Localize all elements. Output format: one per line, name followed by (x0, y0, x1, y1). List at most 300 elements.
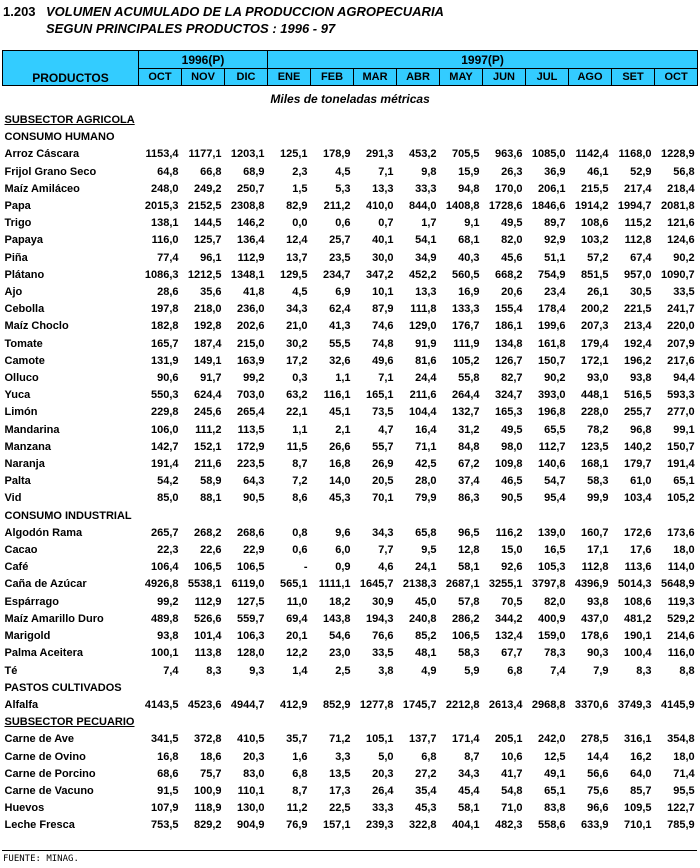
value-cell: 119,3 (667, 595, 695, 608)
table-row (3, 817, 698, 834)
section-label (3, 508, 698, 525)
value-cell: 250,7 (236, 182, 265, 195)
value-cell: 45,6 (501, 251, 523, 264)
value-cell: 71,2 (329, 733, 351, 746)
value-cell: 49,6 (372, 354, 394, 367)
value-cell: 96,1 (200, 251, 222, 264)
value-cell: 14,4 (587, 750, 609, 763)
value-cell: 127,5 (236, 595, 265, 608)
value-cell: 33,5 (372, 647, 394, 660)
value-cell: 16,8 (157, 750, 179, 763)
value-cell: 27,2 (415, 767, 437, 780)
table-row (3, 731, 698, 748)
value-cell: 1914,2 (574, 200, 609, 213)
value-cell: 242,0 (537, 733, 566, 746)
table-row (3, 422, 698, 439)
value-cell: 75,6 (587, 784, 609, 797)
value-cell: 33,5 (673, 286, 695, 299)
section-label (3, 112, 698, 129)
value-cell: 1085,0 (531, 148, 566, 161)
value-cell: 70,5 (501, 595, 523, 608)
value-cell: 35,4 (415, 784, 437, 797)
value-cell: 54,6 (329, 630, 351, 643)
value-cell: 23,5 (329, 251, 351, 264)
value-cell: 214,6 (667, 630, 695, 643)
product-name: Ajo (4, 286, 23, 299)
month-header: JUL (526, 69, 569, 86)
value-cell: 68,1 (458, 234, 480, 247)
value-cell: 1994,7 (617, 200, 652, 213)
value-cell: 32,6 (329, 354, 351, 367)
value-cell: 90,6 (157, 372, 179, 385)
product-name: Arroz Cáscara (4, 148, 80, 161)
value-cell: 82,0 (501, 234, 523, 247)
value-cell: 41,7 (501, 767, 523, 780)
value-cell: 132,4 (494, 630, 523, 643)
value-cell: 3,8 (378, 664, 394, 677)
value-cell: 172,1 (580, 354, 609, 367)
value-cell: 17,3 (329, 784, 351, 797)
value-cell: 91,7 (200, 372, 222, 385)
section-row (3, 680, 698, 697)
value-cell: 624,4 (193, 389, 222, 402)
value-cell: 55,7 (372, 440, 394, 453)
value-cell: 160,7 (580, 526, 609, 539)
product-name: Plátano (4, 268, 45, 281)
value-cell: 128,0 (236, 647, 265, 660)
value-cell: 0,6 (335, 217, 351, 230)
value-cell: 82,0 (544, 595, 566, 608)
value-cell: 71,0 (501, 802, 523, 815)
value-cell: 705,5 (451, 148, 480, 161)
value-cell: 65,5 (544, 423, 566, 436)
value-cell: 90,5 (501, 492, 523, 505)
month-header: ABR (397, 69, 440, 86)
table-row (3, 663, 698, 680)
value-cell: 191,4 (667, 458, 695, 471)
product-name: Huevos (4, 802, 45, 815)
value-cell: 5,3 (335, 182, 351, 195)
value-cell: 110,1 (237, 784, 265, 797)
value-cell: 4926,8 (144, 578, 179, 591)
value-cell: 149,1 (193, 354, 222, 367)
value-cell: 347,2 (365, 268, 394, 281)
value-cell: 633,9 (580, 819, 609, 832)
value-cell: 550,3 (150, 389, 179, 402)
value-cell: 125,1 (279, 148, 308, 161)
value-cell: 17,1 (587, 544, 609, 557)
value-cell: 904,9 (236, 819, 265, 832)
value-cell: 92,9 (544, 234, 566, 247)
value-cell: 2138,3 (402, 578, 437, 591)
table-row (3, 473, 698, 490)
product-name: Papaya (4, 234, 44, 247)
value-cell: 213,4 (623, 320, 652, 333)
value-cell: 248,0 (150, 182, 179, 195)
value-cell: 4523,6 (187, 698, 222, 711)
value-cell: 22,3 (157, 544, 179, 557)
month-header: MAY (440, 69, 483, 86)
value-cell: 0,6 (292, 544, 308, 557)
product-name: Trigo (4, 217, 32, 230)
value-cell: 322,8 (408, 819, 437, 832)
product-name: Tomate (4, 337, 43, 350)
section-row (3, 129, 698, 146)
value-cell: 668,2 (494, 268, 523, 281)
value-cell: 265,7 (150, 526, 179, 539)
value-cell: 118,9 (194, 802, 222, 815)
value-cell: 116,0 (667, 647, 695, 660)
value-cell: 98,0 (501, 440, 523, 453)
value-cell: 179,4 (580, 337, 609, 350)
value-cell: 155,4 (494, 303, 523, 316)
value-cell: 129,0 (408, 320, 437, 333)
value-cell: 10,1 (372, 286, 394, 299)
value-cell: 30,0 (372, 251, 394, 264)
value-cell: 829,2 (193, 819, 222, 832)
value-cell: 2613,4 (488, 698, 523, 711)
value-cell: 196,8 (537, 406, 566, 419)
value-cell: 0,8 (292, 526, 308, 539)
units-label: Miles de toneladas métricas (270, 92, 430, 106)
value-cell: 207,9 (667, 337, 695, 350)
value-cell: 4145,9 (660, 698, 695, 711)
value-cell: 105,3 (537, 561, 566, 574)
value-cell: 139,0 (537, 526, 566, 539)
value-cell: 150,7 (537, 354, 566, 367)
value-cell: 30,5 (630, 286, 652, 299)
month-header: SET (612, 69, 655, 86)
value-cell: 96,8 (630, 423, 652, 436)
value-cell: 146,2 (236, 217, 265, 230)
value-cell: 63,2 (286, 389, 308, 402)
value-cell: 6119,0 (231, 578, 265, 591)
value-cell: 20,5 (372, 475, 394, 488)
value-cell: 2152,5 (187, 200, 222, 213)
value-cell: 101,4 (193, 630, 222, 643)
value-cell: 229,8 (150, 406, 179, 419)
value-cell: 13,3 (372, 182, 394, 195)
value-cell: 239,3 (365, 819, 394, 832)
value-cell: 170,0 (494, 182, 523, 195)
value-cell: 16,8 (329, 458, 351, 471)
value-cell: 6,0 (335, 544, 351, 557)
value-cell: 1348,1 (230, 268, 265, 281)
value-cell: 187,4 (193, 337, 222, 350)
product-name: Olluco (4, 372, 39, 385)
product-name: Té (4, 664, 18, 677)
product-name: Maíz Amiláceo (4, 182, 80, 195)
value-cell: 1142,4 (575, 148, 609, 161)
table-row (3, 267, 698, 284)
table-row (3, 749, 698, 766)
value-cell: 99,2 (243, 372, 265, 385)
value-cell: 1203,1 (230, 148, 265, 161)
value-cell: 111,2 (195, 423, 222, 436)
value-cell: 45,4 (458, 784, 480, 797)
value-cell: 165,1 (365, 389, 394, 402)
value-cell: 112,9 (194, 595, 222, 608)
value-cell: 40,3 (458, 251, 480, 264)
table-row (3, 301, 698, 318)
value-cell: 3370,6 (574, 698, 609, 711)
value-cell: 192,4 (623, 337, 652, 350)
value-cell: 54,1 (415, 234, 437, 247)
value-cell: 182,8 (150, 320, 179, 333)
value-cell: 65,8 (415, 526, 437, 539)
value-cell: 437,0 (580, 612, 609, 625)
value-cell: 91,9 (415, 337, 437, 350)
value-cell: 161,8 (537, 337, 566, 350)
value-cell: 34,3 (458, 767, 480, 780)
value-cell: 393,0 (537, 389, 566, 402)
value-cell: 1228,9 (660, 148, 695, 161)
value-cell: 191,4 (150, 458, 179, 471)
value-cell: 16,2 (630, 750, 652, 763)
value-cell: 35,7 (286, 733, 308, 746)
value-cell: 0,0 (292, 217, 308, 230)
value-cell: 4,7 (378, 423, 394, 436)
value-cell: 109,8 (494, 458, 523, 471)
value-cell: 1,1 (292, 423, 308, 436)
value-cell: 33,3 (372, 802, 394, 815)
value-cell: 206,1 (537, 182, 566, 195)
value-cell: 79,9 (415, 492, 437, 505)
value-cell: 2,5 (335, 664, 351, 677)
value-cell: 46,5 (501, 475, 523, 488)
value-cell: 104,4 (408, 406, 437, 419)
product-name: Cacao (4, 544, 38, 557)
value-cell: 58,9 (200, 475, 222, 488)
value-cell: 111,8 (410, 303, 437, 316)
value-cell: 34,3 (372, 526, 394, 539)
value-cell: 71,1 (415, 440, 437, 453)
value-cell: 851,5 (580, 268, 609, 281)
value-cell: 75,7 (200, 767, 222, 780)
section-label-text: PASTOS CULTIVADOS (4, 681, 122, 694)
value-cell: 18,0 (673, 750, 695, 763)
value-cell: 560,5 (451, 268, 480, 281)
value-cell: 844,0 (408, 200, 437, 213)
value-cell: 324,7 (494, 389, 523, 402)
value-cell: 178,4 (537, 303, 566, 316)
value-cell: 228,0 (580, 406, 609, 419)
value-cell: 754,9 (537, 268, 566, 281)
value-cell: 57,8 (458, 595, 480, 608)
value-cell: 100,9 (193, 784, 222, 797)
value-cell: 64,0 (630, 767, 652, 780)
value-cell: 529,2 (667, 612, 695, 625)
value-cell: 28,6 (157, 286, 179, 299)
value-cell: 157,1 (322, 819, 351, 832)
product-name: Maíz Amarillo Duro (4, 612, 104, 625)
table-row (3, 611, 698, 628)
table-row (3, 318, 698, 335)
value-cell: 1111,1 (318, 578, 351, 591)
section-row (3, 714, 698, 731)
value-cell: 90,5 (243, 492, 265, 505)
value-cell: 49,5 (501, 217, 523, 230)
value-cell: 21,0 (286, 320, 308, 333)
section-row (3, 508, 698, 525)
value-cell: 215,5 (580, 182, 609, 195)
value-cell: 2212,8 (445, 698, 480, 711)
value-cell: 67,7 (501, 647, 523, 660)
table-row (3, 198, 698, 215)
value-cell: 7,9 (593, 664, 609, 677)
value-cell: 2081,8 (660, 200, 695, 213)
value-cell: 81,6 (415, 354, 437, 367)
value-cell: 18,2 (329, 595, 351, 608)
value-cell: 85,7 (630, 784, 652, 797)
value-cell: 785,9 (667, 819, 695, 832)
value-cell: 5014,3 (617, 578, 652, 591)
table-row (3, 542, 698, 559)
value-cell: 13,7 (286, 251, 308, 264)
value-cell: 85,0 (157, 492, 179, 505)
value-cell: 3,3 (335, 750, 351, 763)
value-cell: 41,8 (243, 286, 265, 299)
value-cell: 24,1 (415, 561, 437, 574)
value-cell: 1277,8 (359, 698, 394, 711)
table-title (3, 3, 444, 37)
value-cell: 264,4 (451, 389, 480, 402)
value-cell: 84,8 (458, 440, 480, 453)
value-cell: 111,9 (453, 337, 480, 350)
table-row (3, 576, 698, 593)
value-cell: 114,0 (667, 561, 695, 574)
value-cell: 45,0 (415, 595, 437, 608)
value-cell: 112,8 (581, 561, 609, 574)
value-cell: 268,2 (193, 526, 222, 539)
value-cell: 172,9 (236, 440, 265, 453)
value-cell: 116,2 (495, 526, 523, 539)
value-cell: 106,4 (150, 561, 179, 574)
value-cell: 192,8 (193, 320, 222, 333)
value-cell: 241,7 (667, 303, 695, 316)
value-cell: 6,9 (335, 286, 351, 299)
title-line-1 (3, 3, 444, 20)
value-cell: 36,9 (544, 165, 566, 178)
value-cell: 963,6 (494, 148, 523, 161)
value-cell: 73,5 (372, 406, 394, 419)
product-name: Algodón Rama (4, 526, 83, 539)
value-cell: 65,1 (544, 784, 566, 797)
value-cell: 194,3 (365, 612, 394, 625)
value-cell: 22,5 (329, 802, 351, 815)
value-cell: 10,6 (501, 750, 523, 763)
value-cell: 489,8 (150, 612, 179, 625)
value-cell: 49,1 (544, 767, 566, 780)
table-row (3, 766, 698, 783)
table-header (3, 51, 698, 86)
value-cell: 106,5 (236, 561, 265, 574)
value-cell: 99,2 (157, 595, 179, 608)
value-cell: 115,2 (624, 217, 652, 230)
value-cell: 94,8 (458, 182, 480, 195)
table-row (3, 628, 698, 645)
value-cell: 56,8 (673, 165, 695, 178)
value-cell: 6,8 (292, 767, 308, 780)
value-cell: 11,2 (286, 802, 308, 815)
table-row (3, 250, 698, 267)
product-name: Carne de Ave (4, 733, 74, 746)
value-cell: 140,2 (623, 440, 652, 453)
value-cell: 20,6 (501, 286, 523, 299)
value-cell: 4,5 (335, 165, 351, 178)
value-cell: 1,4 (292, 664, 308, 677)
product-name: Palma Aceitera (4, 647, 83, 660)
value-cell: 62,4 (329, 303, 351, 316)
table-row (3, 559, 698, 576)
value-cell: 34,9 (415, 251, 437, 264)
value-cell: 95,5 (673, 784, 695, 797)
value-cell: 99,9 (587, 492, 609, 505)
value-cell: 4143,5 (144, 698, 179, 711)
value-cell: 710,1 (623, 819, 652, 832)
section-label (3, 129, 698, 146)
value-cell: 103,4 (623, 492, 652, 505)
value-cell: 163,9 (236, 354, 265, 367)
value-cell: 125,7 (193, 234, 222, 247)
value-cell: 116,0 (151, 234, 179, 247)
value-cell: 404,1 (451, 819, 480, 832)
value-cell: 41,3 (329, 320, 351, 333)
value-cell: 20,1 (286, 630, 308, 643)
value-cell: 218,0 (193, 303, 222, 316)
table-row (3, 215, 698, 232)
value-cell: 344,2 (494, 612, 523, 625)
value-cell: 178,9 (322, 148, 351, 161)
value-cell: 1745,7 (402, 698, 437, 711)
year-header-row (3, 51, 698, 69)
value-cell: 17,2 (286, 354, 308, 367)
value-cell: 132,7 (451, 406, 480, 419)
section-label-text: SUBSECTOR AGRICOLA (4, 114, 135, 126)
value-cell: 0,9 (335, 561, 351, 574)
value-cell: 54,8 (501, 784, 523, 797)
value-cell: 2687,1 (445, 578, 480, 591)
value-cell: 753,5 (150, 819, 179, 832)
value-cell: 20,3 (243, 750, 265, 763)
table-row (3, 336, 698, 353)
value-cell: 106,5 (193, 561, 222, 574)
section-label (3, 680, 698, 697)
value-cell: 65,1 (673, 475, 695, 488)
value-cell: 45,3 (415, 802, 437, 815)
value-cell: 412,9 (279, 698, 308, 711)
value-cell: 82,7 (501, 372, 523, 385)
value-cell: 1153,4 (145, 148, 179, 161)
value-cell: 15,0 (501, 544, 523, 557)
value-cell: 58,3 (587, 475, 609, 488)
value-cell: 4944,7 (230, 698, 265, 711)
value-cell: 124,6 (667, 234, 695, 247)
value-cell: 159,0 (537, 630, 566, 643)
value-cell: 106,0 (150, 423, 179, 436)
value-cell: 137,7 (408, 733, 437, 746)
value-cell: 93,8 (587, 595, 609, 608)
value-cell: 93,0 (587, 372, 609, 385)
month-header: NOV (182, 69, 225, 86)
value-cell: 1728,6 (488, 200, 523, 213)
value-cell: 96,5 (458, 526, 480, 539)
value-cell: 234,7 (322, 268, 351, 281)
value-cell: 173,6 (667, 526, 695, 539)
value-cell: 105,2 (451, 354, 480, 367)
value-cell: 95,4 (544, 492, 566, 505)
value-cell: 58,3 (458, 647, 480, 660)
